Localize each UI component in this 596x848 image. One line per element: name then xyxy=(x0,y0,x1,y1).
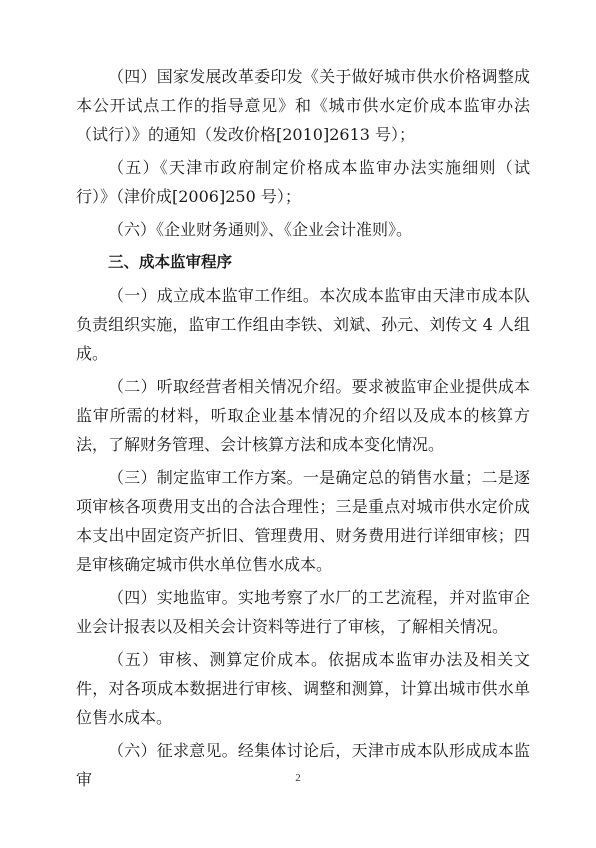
procedure-step-1: （一）成立成本监审工作组。本次成本监审由天津市成本队负责组织实施，监审工作组由李铁、刘斌、孙元、刘传文 4 人组成。 xyxy=(76,286,530,363)
procedure-step-5: （五）审核、测算定价成本。依据成本监审办法及相关文件，对各项成本数据进行审核、调整和测算，计算出城市供水单位售水成本。 xyxy=(76,650,530,727)
paragraph-basis-4: （四）国家发展改革委印发《关于做好城市供水价格调整成本公开试点工作的指导意见》和《城市供水定价成本监审办法（试行）》的通知（发改价格[2010]2613 号）； xyxy=(76,67,530,144)
paragraph-basis-6: （六）《企业财务通则》、《企业会计准则》。 xyxy=(108,220,413,239)
procedure-step-2: （二）听取经营者相关情况介绍。要求被监审企业提供成本监审所需的材料，听取企业基本情况的介绍以及成本的核算方法，了解财务管理、会计核算方法和成本变化情况。 xyxy=(76,377,530,454)
paragraph-basis-5: （五）《天津市政府制定价格成本监审办法实施细则（试行）》（津价成[2006]250 号）； xyxy=(76,158,530,206)
procedure-step-6: （六）征求意见。经集体讨论后，天津市成本队形成成本监审 xyxy=(76,741,530,789)
page-number: 2 xyxy=(295,772,301,784)
procedure-step-4: （四）实地监审。实地考察了水厂的工艺流程，并对监审企业会计报表以及相关会计资料等进行了审核，了解相关情况。 xyxy=(76,588,530,636)
section-heading: 三、成本监审程序 xyxy=(108,253,233,271)
procedure-step-3: （三）制定监审工作方案。一是确定总的销售水量；二是逐项审核各项费用支出的合法合理性；三是重点对城市供水定价成本支出中固定资产折旧、管理费用、财务费用进行详细审核；四是审核确定城市供水单位售水成本。 xyxy=(76,468,530,574)
document-body xyxy=(76,62,530,798)
